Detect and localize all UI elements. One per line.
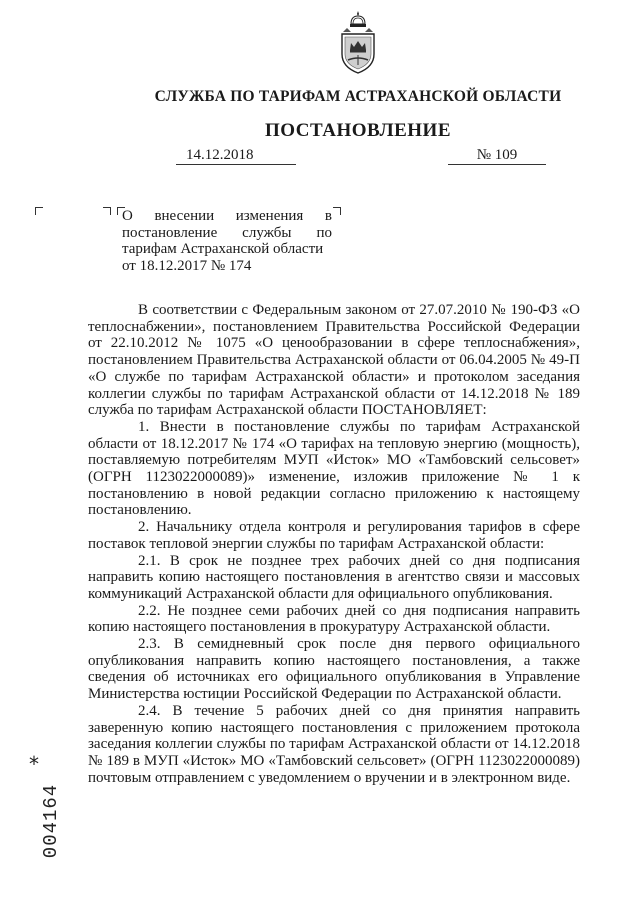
document-body [88, 302, 580, 786]
paragraph-item-2-4: 2.4. В течение 5 рабочих дней со дня принятия направить заверенную копию настоящего постановления с приложением протокола заседания коллегии службы по тарифам Астраханской области от 14.12.2018 № 189 в МУП «Исток» МО «Тамбовский сельсовет» (ОГРН 1123022000089) почтовым отправлением с уведомлением о вручении и в электронном виде. [88, 702, 580, 786]
subject-line: О внесении изменения в [122, 208, 332, 224]
document-date: 14.12.2018 [176, 146, 296, 165]
corner-mark [333, 207, 341, 215]
corner-mark [35, 207, 43, 215]
paragraph-item-2: 2. Начальнику отдела контроля и регулирования тарифов в сфере поставок тепловой энергии службы по тарифам Астраханской области: [88, 519, 580, 552]
subject-line: тарифам Астраханской области [122, 241, 324, 257]
paragraph-item-2-2: 2.2. Не позднее семи рабочих дней со дня подписания направить копию настоящего постановления в прокуратуру Астраханской области. [88, 602, 580, 636]
document-type: ПОСТАНОВЛЕНИЕ [264, 120, 452, 141]
agency-name: СЛУЖБА ПО ТАРИФАМ АСТРАХАНСКОЙ ОБЛАСТИ [154, 88, 562, 105]
corner-mark [103, 207, 111, 215]
paragraph-item-1: 1. Внести в постановление службы по тарифам Астраханской области от 18.12.2017 № 174 «О тарифах на тепловую энергию (мощность), поставляемую потребителям МУП «Исток» МО «Тамбовский сельсовет» (ОГРН 1123022000089)» изменение, изложив приложение № 1 к постановлению в новой редакции согласно приложению к настоящему постановлению. [88, 418, 580, 519]
coat-of-arms-icon [337, 10, 379, 76]
paragraph-item-2-3: 2.3. В семидневный срок после дня первого официального опубликования направить копию настоящего постановления, а также сведения об источниках его официального опубликования в Управление Министерства юстиции Российской Федерации по Астраханской области. [88, 636, 580, 703]
subject-line: от 18.12.2017 № 174 [122, 257, 252, 274]
stamp-serial-number: 004164 [40, 783, 63, 859]
subject-line: постановление службы по [122, 224, 332, 241]
paragraph-item-2-1: 2.1. В срок не позднее трех рабочих дней со дня подписания направить копию настоящего постановления в агентство связи и массовых коммуникаций Астраханской области для официального опубликования. [88, 552, 580, 602]
document-number: № 109 [448, 146, 546, 165]
document-subject [122, 208, 332, 274]
stamp-asterisk: * [29, 752, 39, 776]
paragraph-preamble: В соответствии с Федеральным законом от 27.07.2010 № 190-ФЗ «О теплоснабжении», постановлением Правительства Российской Федерации от 22.10.2012 № 1075 «О ценообразовании в сфере теплоснабжения», постановлением Правительства Астраханской области от 06.04.2005 № 49-П «О службе по тарифам Астраханской области» и протоколом заседания коллегии службы по тарифам Астраханской области от 14.12.2018 № 189 служба по тарифам Астраханской области ПОСТАНОВЛЯЕТ: [88, 302, 580, 419]
